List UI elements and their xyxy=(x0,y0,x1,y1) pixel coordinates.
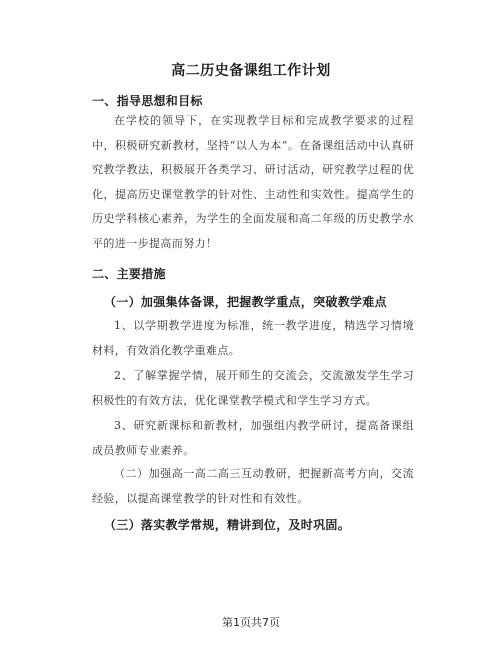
subsection-heading-teaching-routine: （三）落实教学常规，精讲到位，及时巩固。 xyxy=(104,518,351,532)
section-heading-main-measures: 二、主要措施 xyxy=(92,267,166,281)
paragraph-guiding-ideas: 在学校的领导下，在实现教学目标和完成教学要求的过程中，积极研究新教材，坚持“以人为本”。在备课组活动中认真研究教学教法，积极展开各类学习、研讨活动，研究教学过程的优化，提高历史课堂教学的针对性、主动性和实效性。提高学生的历史学科核心素养，为学生的全面发展和高二年级的历史教学水平的进一步提高而努力！ xyxy=(92,114,414,250)
page-number-footer: 第1页共7页 xyxy=(222,616,280,629)
section-heading-guiding-ideas: 一、指导思想和目标 xyxy=(92,94,203,108)
list-item-teaching-progress: 1、以学期教学进度为标准，统一教学进度，精选学习情境材料，有效消化教学重难点。 xyxy=(92,319,414,357)
subsection-interactive-research: （二）加强高一高二高三互动教研，把握新高考方向，交流经验，以提高课堂教学的针对性和有效性。 xyxy=(92,467,414,505)
document-title: 高二历史备课组工作计划 xyxy=(171,63,331,79)
list-item-new-curriculum: 3、研究新课标和新教材，加强组内教学研讨，提高备课组成员教师专业素养。 xyxy=(92,419,414,457)
subsection-heading-collective-prep: （一）加强集体备课，把握教学重点，突破教学难点 xyxy=(104,295,387,309)
list-item-student-situation: 2、了解掌握学情，展开师生的交流会，交流激发学生学习积极性的有效方法，优化课堂教学模式和学生学习方式。 xyxy=(92,369,414,407)
